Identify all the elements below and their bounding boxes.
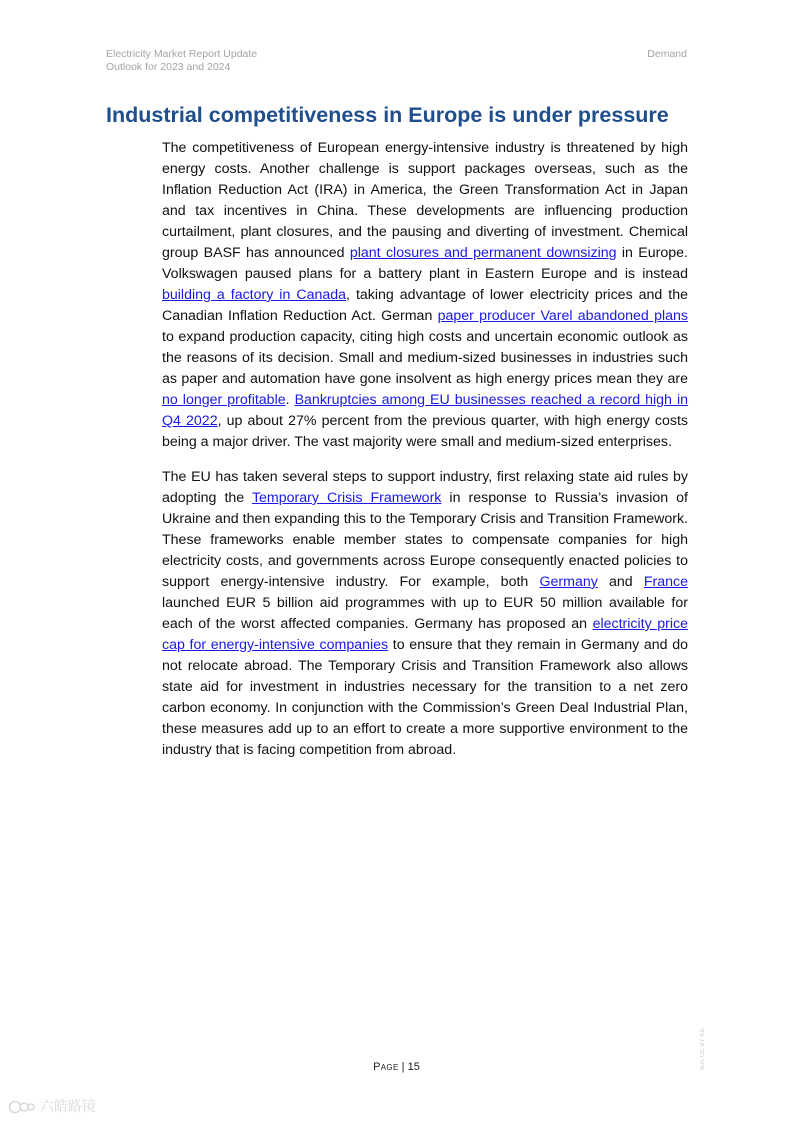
link-germany[interactable]: Germany: [539, 574, 598, 590]
link-varel[interactable]: paper producer Varel abandoned plans: [437, 308, 688, 324]
text-run: The EU has taken several steps to support industry, first relaxing state aid rules by adopting the: [162, 469, 688, 506]
text-run: in response to Russia’s invasion of Ukraine and then expanding this to the Temporary Crisis and Transition Framework. These frameworks enable member states to compensate companies for high electricity costs, and governments across Europe consequently enacted policies to support energy-intensive industry. For example, both: [162, 490, 688, 590]
page-title: Industrial competitiveness in Europe is under pressure: [106, 103, 669, 127]
license-note: IEA. CC BY 4.0.: [700, 1027, 706, 1070]
link-france[interactable]: France: [643, 574, 688, 590]
report-title: Electricity Market Report Update: [106, 48, 258, 60]
watermark: [8, 1095, 108, 1117]
text-run: to ensure that they remain in Germany and do not relocate abroad. The Temporary Crisis and Transition Framework also allows state aid for investment in industries necessary for the transition to a net zero carbon economy. In conjunction with the Commission’s Green Deal Industrial Plan, these measures add up to an effort to create a more supportive environment to the industry that is facing competition from abroad.: [162, 637, 689, 758]
paragraph-2: [162, 467, 688, 761]
section-label: Demand: [647, 48, 687, 60]
running-header: [106, 48, 257, 74]
watermark-text: 六皓路镜: [39, 1098, 96, 1114]
page-separator: |: [398, 1061, 408, 1073]
link-electricity-price-cap[interactable]: electricity price cap for energy-intensive companies: [162, 616, 688, 653]
text-run: The competitiveness of European energy-intensive industry is threatened by high energy costs. Another challenge is support packages overseas, such as the Inflation Reduction Act (IRA) in America, the Green Transformation Act in Japan and tax incentives in China. These developments are influencing production curtailment, plant closures, and the pausing and diverting of investment. Chemical group BASF has announced: [162, 140, 688, 261]
text-run: in Europe. Volkswagen paused plans for a battery plant in Eastern Europe and is instead: [162, 245, 688, 282]
body-text: [162, 138, 688, 775]
watermark-logo-icon: [8, 1098, 36, 1116]
page-label: Page: [373, 1061, 399, 1073]
link-temporary-crisis-framework[interactable]: Temporary Crisis Framework: [251, 490, 442, 506]
text-run: to expand production capacity, citing high costs and uncertain economic outlook as the reasons of its decision. Small and medium-sized businesses in industries such as paper and automation have gone insolvent as high energy prices mean they are: [162, 329, 688, 387]
link-bankruptcies[interactable]: Bankruptcies among EU businesses reached a record high in Q4 2022: [162, 392, 689, 429]
link-plant-closures[interactable]: plant closures and permanent downsizing: [349, 245, 617, 261]
link-no-longer-profitable[interactable]: no longer profitable: [162, 392, 286, 408]
text-run: and: [597, 574, 644, 590]
report-subtitle: Outlook for 2023 and 2024: [106, 61, 231, 73]
text-run: , up about 27% percent from the previous quarter, with high energy costs being a major driver. The vast majority were small and medium-sized enterprises.: [162, 413, 689, 450]
page-number: 15: [407, 1061, 420, 1073]
text-run: , taking advantage of lower electricity prices and the Canadian Inflation Reduction Act. German: [162, 287, 689, 324]
paragraph-1: [162, 138, 688, 453]
page-footer: [0, 1061, 793, 1073]
text-run: .: [285, 392, 295, 408]
link-factory-canada[interactable]: building a factory in Canada: [162, 287, 347, 303]
text-run: launched EUR 5 billion aid programmes with up to EUR 50 million available for each of the worst affected companies. Germany has proposed an: [162, 595, 688, 632]
